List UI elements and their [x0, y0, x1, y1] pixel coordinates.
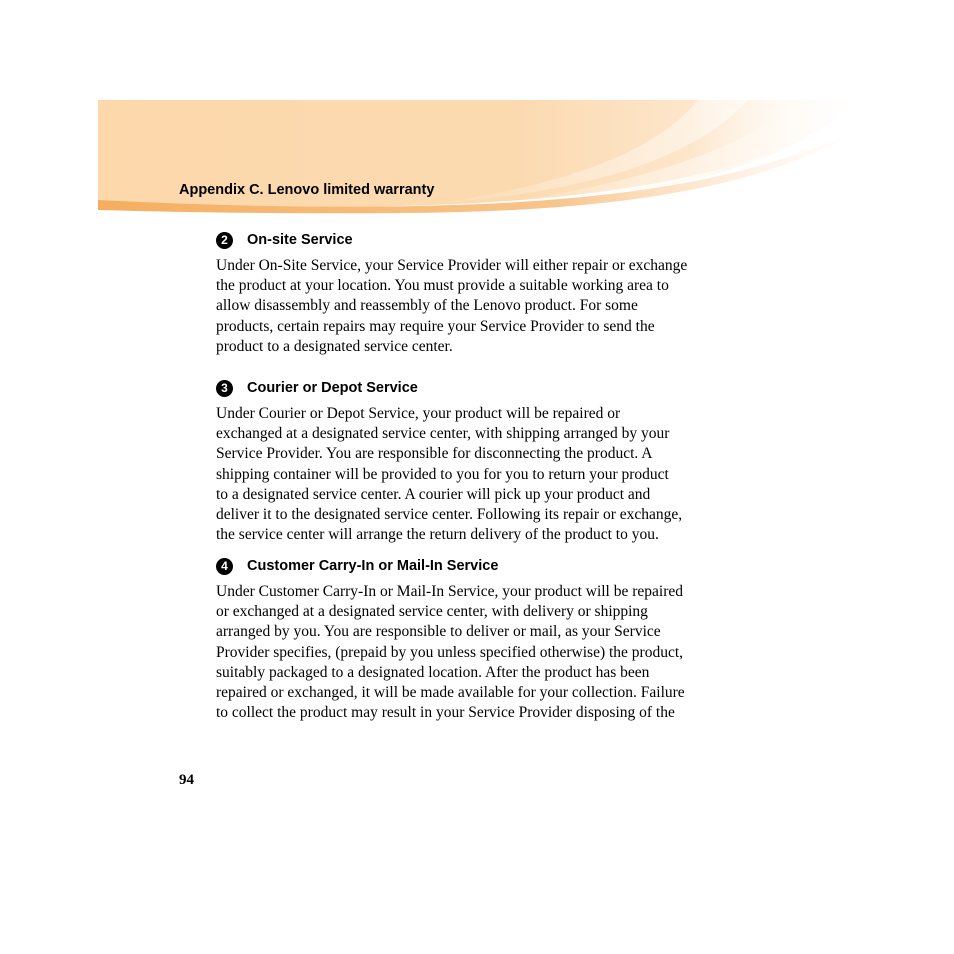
- section-heading: [216, 230, 756, 250]
- section-title: On-site Service: [247, 232, 353, 248]
- section-courier-depot-service: [216, 378, 756, 545]
- paragraph-line: Provider specifies, (prepaid by you unless specified otherwise) the product,: [216, 643, 684, 661]
- section-paragraph: [216, 404, 756, 545]
- section-heading: [216, 378, 756, 398]
- section-title: Customer Carry-In or Mail-In Service: [247, 558, 499, 574]
- paragraph-line: exchanged at a designated service center, with shipping arranged by your: [216, 425, 670, 443]
- number-badge: 3: [216, 380, 233, 397]
- paragraph-line: arranged by you. You are responsible to deliver or mail, as your Service: [216, 623, 661, 641]
- paragraph-line: product to a designated service center.: [216, 337, 453, 355]
- paragraph-line: deliver it to the designated service center. Following its repair or exchange,: [216, 505, 683, 523]
- section-carry-in-mail-in-service: [216, 556, 756, 723]
- number-badge: 4: [216, 558, 233, 575]
- paragraph-line: shipping container will be provided to you for you to return your product: [216, 465, 669, 483]
- paragraph-line: to a designated service center. A courier will pick up your product and: [216, 485, 651, 503]
- paragraph-line: or exchanged at a designated service center, with delivery or shipping: [216, 603, 648, 621]
- paragraph-line: the product at your location. You must provide a suitable working area to: [216, 277, 669, 295]
- section-title: Courier or Depot Service: [247, 380, 418, 396]
- paragraph-line: the service center will arrange the return delivery of the product to you.: [216, 526, 659, 544]
- section-on-site-service: [216, 230, 756, 357]
- paragraph-line: products, certain repairs may require your Service Provider to send the: [216, 317, 655, 335]
- paragraph-line: Under Customer Carry-In or Mail-In Service, your product will be repaired: [216, 583, 684, 600]
- paragraph-line: Under On-Site Service, your Service Provider will either repair or exchange: [216, 257, 688, 274]
- paragraph-line: allow disassembly and reassembly of the Lenovo product. For some: [216, 297, 638, 315]
- page-number: 94: [179, 772, 194, 788]
- paragraph-line: repaired or exchanged, it will be made available for your collection. Failure: [216, 683, 685, 701]
- paragraph-line: to collect the product may result in your Service Provider disposing of the: [216, 704, 675, 722]
- paragraph-line: Service Provider. You are responsible for disconnecting the product. A: [216, 445, 653, 463]
- paragraph-line: suitably packaged to a designated location. After the product has been: [216, 663, 650, 681]
- paragraph-line: Under Courier or Depot Service, your product will be repaired or: [216, 405, 621, 422]
- section-paragraph: [216, 582, 756, 723]
- section-heading: [216, 556, 756, 576]
- number-badge: 2: [216, 232, 233, 249]
- section-paragraph: [216, 256, 756, 357]
- running-header-title: Appendix C. Lenovo limited warranty: [179, 182, 435, 198]
